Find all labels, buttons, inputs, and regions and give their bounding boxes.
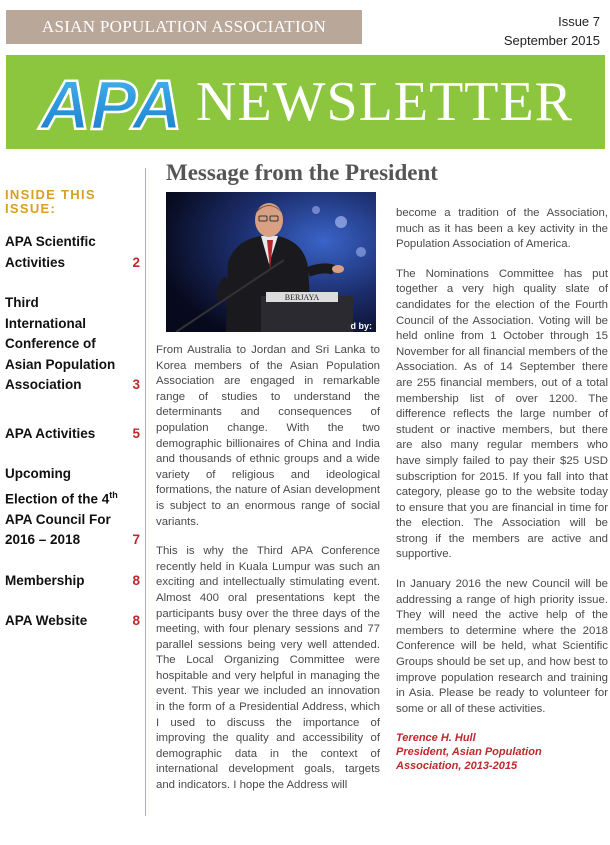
toc-item-upcoming-election[interactable]: Upcoming Election of the 4th APA Council For 2016 – 2018 7	[5, 464, 140, 551]
association-banner	[6, 10, 362, 44]
issue-info	[504, 12, 600, 50]
inside-this-issue	[5, 188, 140, 652]
article-paragraph: In January 2016 the new Council will be addressing a range of high priority issue. They will need the active help of the members to determine where the 2018 Conference will be held, what Scientific Groups should be set up, and how best to improve population research and training in Asia. Please be ready to volunteer for some or all of these activities.	[396, 578, 608, 715]
toc-page-number: 8	[132, 572, 140, 588]
toc-page-number: 7	[132, 532, 140, 547]
newsletter-title: NEWSLETTER	[196, 71, 574, 133]
toc-item-membership[interactable]: Membership 8	[5, 571, 140, 592]
masthead	[6, 55, 605, 149]
issue-date: September 2015	[503, 33, 600, 48]
apa-logo-text: APA	[39, 67, 183, 139]
signature-block	[396, 731, 608, 773]
article-paragraph: This is why the Third APA Conference recently held in Kuala Lumpur was such an exciting and intellectually stimulating event. Almost 400 oral presentations kept the participants busy over the three days of the meeting, with four plenary sessions and 77 parallel sessions being very well attended. The Local Organizing Committee were hospitable and very helpful in managing the event. This year we included an innovation in the form of a Presidential Address, which I used to discuss the importance of improving the quality and accessibility of demographic data in the context of international development goals, targets and indicators. I hope the Address will	[156, 545, 380, 792]
toc-page-number: 8	[132, 613, 140, 628]
column-divider	[145, 168, 146, 816]
svg-text:BERJAYA: BERJAYA	[284, 293, 320, 302]
article-paragraph: become a tradition of the Association, much as it has been a key activity in the Population Association of America.	[396, 207, 608, 251]
apa-logo	[32, 67, 190, 139]
toc-heading: INSIDE THIS ISSUE:	[5, 187, 96, 216]
association-name: ASIAN POPULATION ASSOCIATION	[41, 17, 327, 36]
toc-item-apa-website[interactable]: APA Website 8	[5, 611, 140, 632]
president-photo	[166, 192, 376, 332]
signature-role: President, Asian Population Association, 2013-2015	[396, 746, 542, 773]
article-paragraph: The Nominations Committee has put together a very high quality slate of candidates for the election of the Fourth Council of the Association. Voting will be held online from 1 October through 15 November for all financial members of the Association. As of 14 September there are 255 financial members, out of a total membership list of over 1200. The difference reflects the large number of student or inactive members, but there are also many regular members who have simply failed to pay their $25 USD subscription for 2015. If you fall into that category, please go to the website today to ensure that you are financial in time for the election. The Association will be strong if the members are active and supportive.	[396, 267, 608, 561]
signature-name: Terence H. Hull	[396, 732, 476, 745]
article-column-left	[156, 343, 380, 808]
toc-item-scientific-activities[interactable]: APA Scientific Activities 2	[5, 232, 140, 273]
svg-text:d by:: d by:	[350, 321, 372, 331]
article-paragraph: From Australia to Jordan and Sri Lanka to Korea members of the Asian Population Association are engaged in remarkable range of studies to understand the determinants and consequences of population change. With the two demographic billionaires of China and India and thousands of ethnic groups and a wide variety of religious and ideological formations, the nature of Asian development is subject to an enormous range of social variants.	[156, 344, 380, 528]
article-title: Message from the President	[166, 160, 438, 185]
president-photo-image	[166, 192, 376, 332]
toc-page-number: 2	[132, 254, 140, 270]
toc-page-number: 5	[132, 425, 140, 441]
toc-page-number: 3	[132, 377, 140, 392]
article-column-right	[396, 206, 608, 773]
toc-item-third-conference[interactable]: Third International Conference of Asian Population Association 3	[5, 293, 140, 396]
toc-item-apa-activities[interactable]: APA Activities 5	[5, 424, 140, 445]
issue-number: Issue 7	[558, 14, 600, 29]
